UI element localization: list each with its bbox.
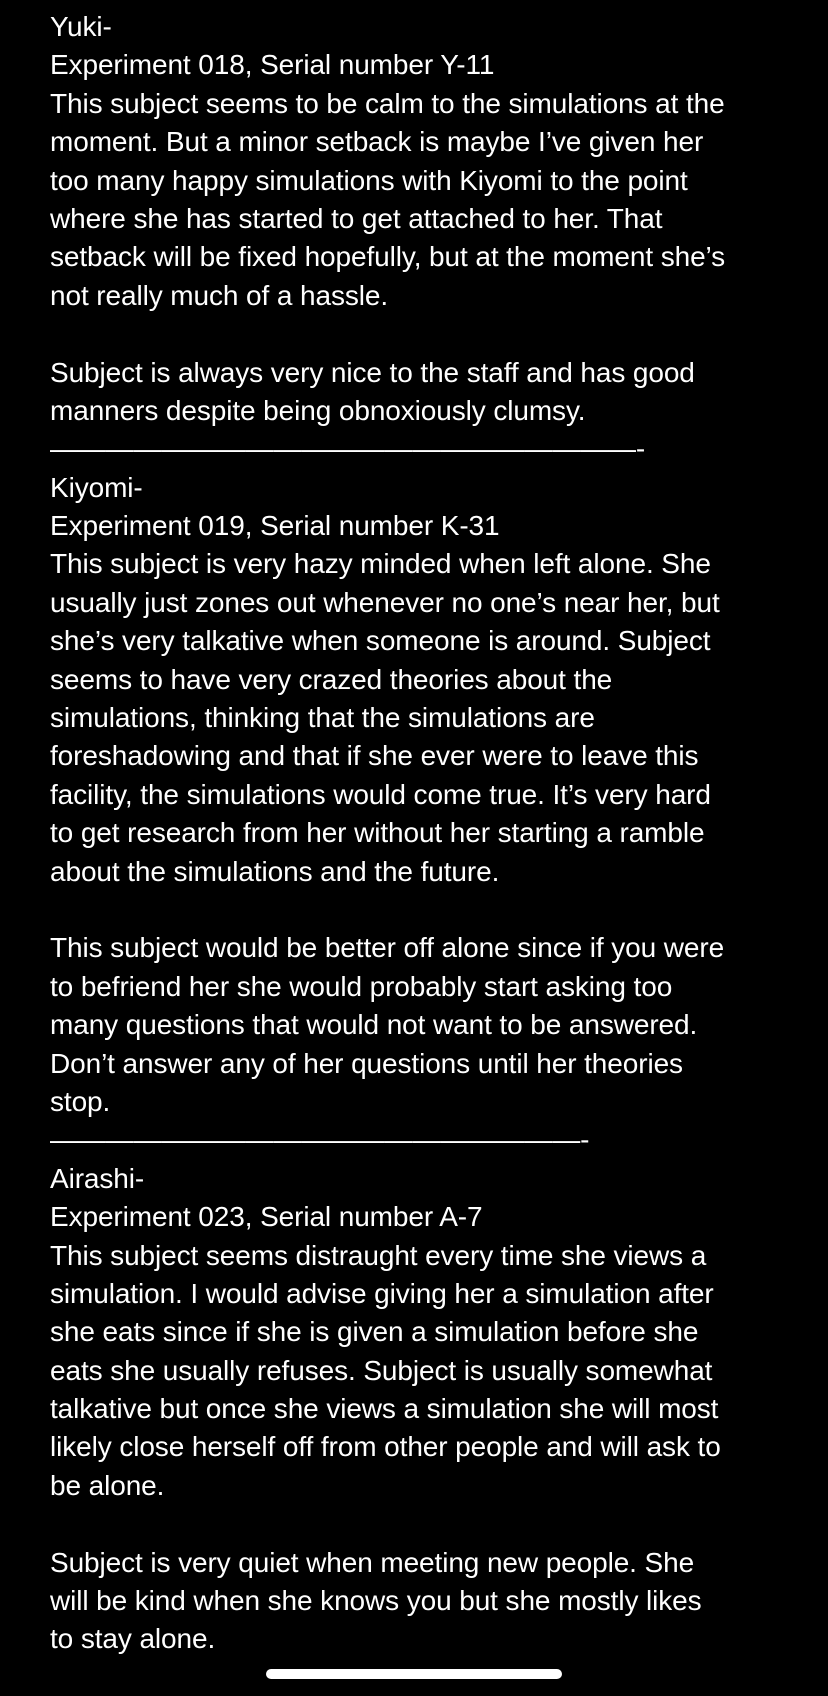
paragraph-line: to befriend her she would probably start asking too [50, 970, 673, 1002]
paragraph-line: to stay alone. [50, 1623, 216, 1655]
paragraph-line: facility, the simulations would come true. It’s very hard [50, 778, 711, 810]
paragraph-line: she’s very talkative when someone is around. Subject [50, 625, 711, 657]
entry-header: Experiment 018, Serial number Y-11 [50, 49, 495, 81]
paragraph-line: too many happy simulations with Kiyomi to the point [50, 164, 688, 196]
entry-name: Yuki- [50, 11, 112, 42]
paragraph-line: Don’t answer any of her questions until her theories [50, 1047, 683, 1079]
blank-line [50, 1505, 790, 1543]
paragraph-line: where she has started to get attached to her. That [50, 202, 663, 234]
divider-line: —————————————————————- [50, 433, 646, 465]
paragraph-line: likely close herself off from other people and will ask to [50, 1431, 721, 1463]
entry-header: Experiment 019, Serial number K-31 [50, 510, 500, 542]
entry-name: Kiyomi- [50, 471, 143, 503]
paragraph-line: stop. [50, 1085, 111, 1117]
paragraph-line: not really much of a hassle. [50, 279, 389, 311]
entry-name: Airashi- [50, 1162, 145, 1194]
paragraph-line: foreshadowing and that if she ever were to leave this [50, 740, 699, 772]
blank-line [50, 315, 790, 353]
paragraph-line: to get research from her without her starting a ramble [50, 817, 705, 849]
paragraph-line: Subject is very quiet when meeting new people. She [50, 1546, 695, 1578]
paragraph-line: Subject is always very nice to the staff and has good [50, 356, 695, 388]
paragraph-line: talkative but once she views a simulation she will most [50, 1393, 719, 1425]
paragraph-line: This subject would be better off alone since if you were [50, 932, 725, 964]
blank-line [50, 891, 790, 929]
paragraph-line: eats she usually refuses. Subject is usually somewhat [50, 1354, 713, 1386]
paragraph-line: This subject seems distraught every time she views a [50, 1239, 707, 1271]
paragraph-line: simulation. I would advise giving her a simulation after [50, 1277, 714, 1309]
paragraph-line: about the simulations and the future. [50, 855, 500, 887]
paragraph-line: seems to have very crazed theories about the [50, 663, 613, 695]
entry-yuki [50, 8, 790, 469]
entry-kiyomi [50, 469, 790, 1160]
paragraph-line: This subject is very hazy minded when left alone. She [50, 548, 711, 580]
paragraph-line: she eats since if she is given a simulation before she [50, 1316, 699, 1348]
divider-line: ———————————————————- [50, 1124, 590, 1156]
paragraph-line: This subject seems to be calm to the simulations at the [50, 87, 725, 119]
paragraph-line: simulations, thinking that the simulations are [50, 702, 595, 734]
paragraph-line: be alone. [50, 1469, 165, 1501]
paragraph-line: will be kind when she knows you but she mostly likes [50, 1585, 702, 1617]
note-body[interactable] [50, 8, 790, 1659]
home-indicator[interactable] [266, 1669, 562, 1679]
paragraph-line: moment. But a minor setback is maybe I’ve given her [50, 126, 704, 158]
entry-header: Experiment 023, Serial number A-7 [50, 1201, 483, 1233]
paragraph-line: setback will be fixed hopefully, but at the moment she’s [50, 241, 726, 273]
paragraph-line: many questions that would not want to be answered. [50, 1009, 698, 1041]
entry-airashi [50, 1160, 790, 1659]
paragraph-line: manners despite being obnoxiously clumsy. [50, 394, 586, 426]
paragraph-line: usually just zones out whenever no one’s near her, but [50, 586, 720, 618]
